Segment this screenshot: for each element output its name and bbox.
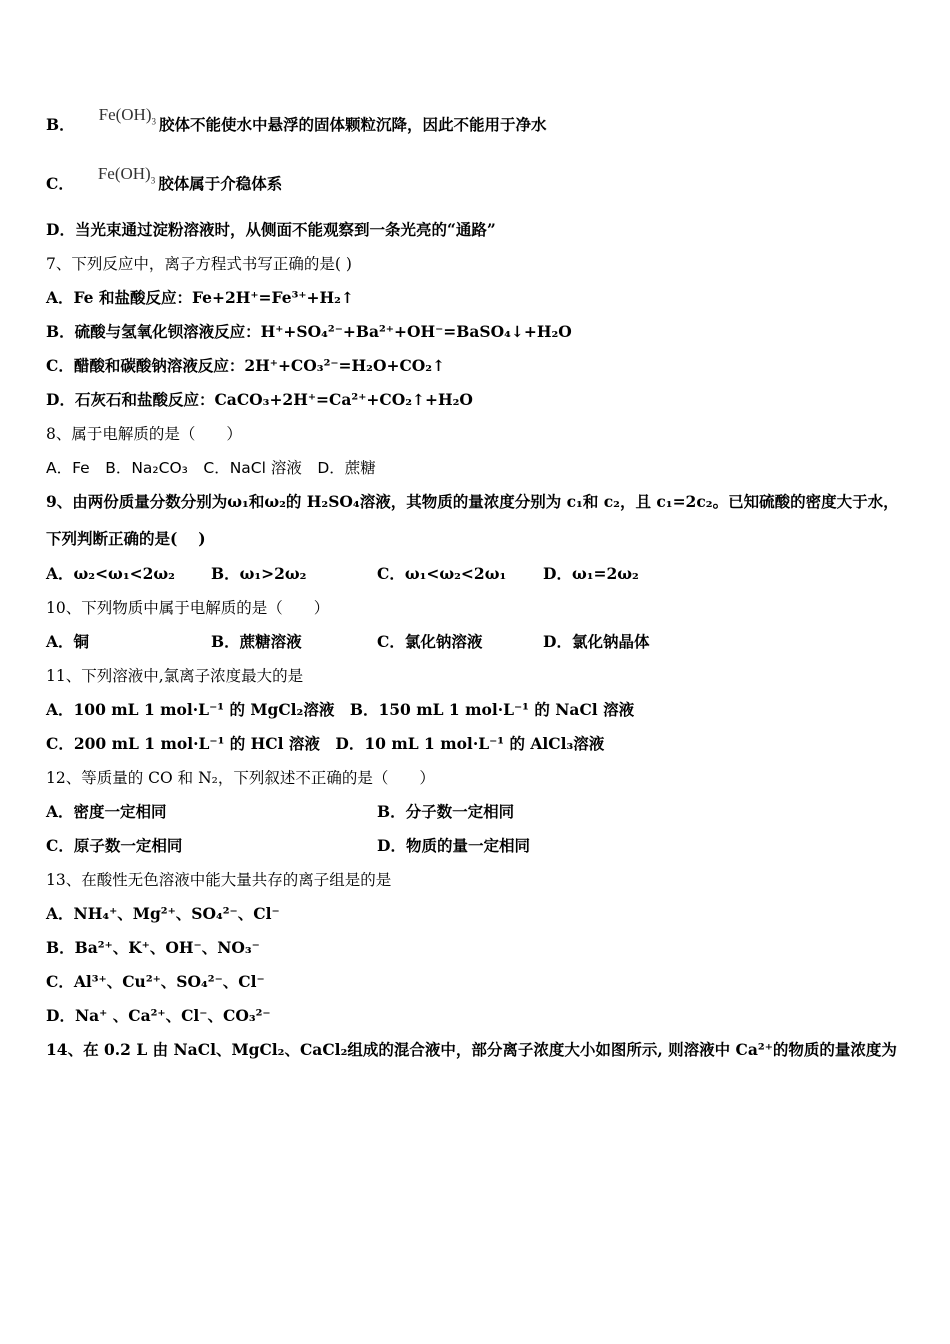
q10-stem: 10、下列物质中属于电解质的是（ ） bbox=[46, 599, 330, 617]
q7-option-d: D．石灰石和盐酸反应：CaCO₃+2H⁺=Ca²⁺+CO₂↑+H₂O bbox=[46, 390, 473, 409]
q13-stem: 13、在酸性无色溶液中能大量共存的离子组是的是 bbox=[46, 871, 392, 889]
q6-option-c-formula: $Fe(OH)_3$ bbox=[97, 164, 156, 186]
q12-stem: 12、等质量的 CO 和 N₂，下列叙述不正确的是（ ） bbox=[46, 769, 435, 787]
q8-stem: 8、属于电解质的是（ ） bbox=[46, 425, 242, 443]
q12-option-d: D．物质的量一定相同 bbox=[377, 836, 530, 855]
q7-option-b: B．硫酸与氢氧化钡溶液反应：H⁺+SO₄²⁻+Ba²⁺+OH⁻=BaSO₄↓+H₂O bbox=[46, 322, 572, 341]
q14-stem: 14、在 0.2 L 由 NaCl、MgCl₂、CaCl₂组成的混合液中，部分离子浓度大小如图所示, 则溶液中 Ca²⁺的物质的量浓度为 bbox=[46, 1040, 897, 1059]
q9-option-a: A．ω₂<ω₁<2ω₂ bbox=[46, 564, 175, 583]
q6-option-c-text: 胶体属于介稳体系 bbox=[158, 174, 283, 193]
q9-stem-line1: 9、由两份质量分数分别为ω₁和ω₂的 H₂SO₄溶液，其物质的量浓度分别为 c₁和 c₂，且 c₁=2c₂。已知硫酸的密度大于水， bbox=[46, 492, 899, 511]
q6-option-c bbox=[46, 164, 283, 194]
q12-option-c: C．原子数一定相同 bbox=[46, 836, 183, 855]
q10-option-a: A．铜 bbox=[46, 632, 90, 651]
q13-option-a: A．NH₄⁺、Mg²⁺、SO₄²⁻、Cl⁻ bbox=[46, 904, 280, 923]
q6-option-b-label: B． bbox=[46, 115, 75, 134]
q6-option-b-formula: $Fe(OH)_3$ bbox=[98, 105, 156, 127]
q10-option-b: B．蔗糖溶液 bbox=[211, 632, 302, 651]
q6-option-c-label: C． bbox=[46, 174, 74, 193]
q11-stem: 11、下列溶液中,氯离子浓度最大的是 bbox=[46, 667, 304, 685]
q7-option-a: A．Fe 和盐酸反应：Fe+2H⁺=Fe³⁺+H₂↑ bbox=[46, 288, 354, 307]
q13-option-b: B．Ba²⁺、K⁺、OH⁻、NO₃⁻ bbox=[46, 938, 260, 957]
q9-stem-line2: 下列判断正确的是( ) bbox=[46, 529, 206, 548]
q7-option-c: C．醋酸和碳酸钠溶液反应：2H⁺+CO₃²⁻=H₂O+CO₂↑ bbox=[46, 356, 446, 375]
q9-option-d: D．ω₁=2ω₂ bbox=[543, 564, 639, 583]
q9-option-c: C．ω₁<ω₂<2ω₁ bbox=[377, 564, 507, 583]
q11-options-cd: C．200 mL 1 mol·L⁻¹ 的 HCl 溶液 D．10 mL 1 mol·L⁻¹ 的 AlCl₃溶液 bbox=[46, 734, 605, 753]
q12-option-a: A．密度一定相同 bbox=[46, 802, 167, 821]
q6-option-d: D．当光束通过淀粉溶液时，从侧面不能观察到一条光亮的“通路” bbox=[46, 220, 496, 239]
q10-option-d: D．氯化钠晶体 bbox=[543, 632, 650, 651]
q10-option-c: C．氯化钠溶液 bbox=[377, 632, 483, 651]
q13-option-d: D．Na⁺ 、Ca²⁺、Cl⁻、CO₃²⁻ bbox=[46, 1006, 271, 1025]
q8-options: A．Fe B．Na₂CO₃ C．NaCl 溶液 D．蔗糖 bbox=[46, 459, 376, 477]
q7-stem: 7、下列反应中，离子方程式书写正确的是( ) bbox=[46, 255, 352, 273]
q6-option-b-text: 胶体不能使水中悬浮的固体颗粒沉降，因此不能用于净水 bbox=[159, 115, 547, 134]
q13-option-c: C．Al³⁺、Cu²⁺、SO₄²⁻、Cl⁻ bbox=[46, 972, 265, 991]
q9-option-b: B．ω₁>2ω₂ bbox=[211, 564, 307, 583]
q6-option-b bbox=[46, 105, 547, 135]
q11-options-ab: A．100 mL 1 mol·L⁻¹ 的 MgCl₂溶液 B．150 mL 1 mol·L⁻¹ 的 NaCl 溶液 bbox=[46, 700, 635, 719]
q12-option-b: B．分子数一定相同 bbox=[377, 802, 515, 821]
